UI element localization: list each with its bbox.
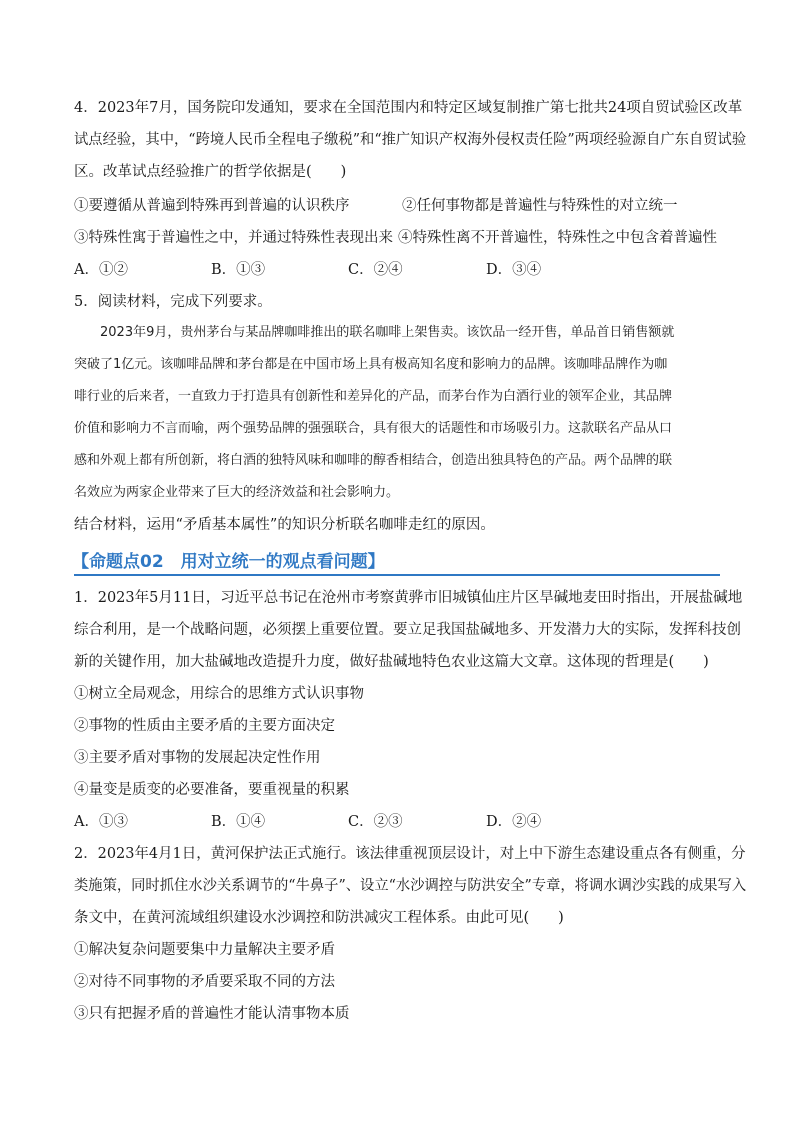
q4-stem-line-1: 4．2023年7月，国务院印发通知，要求在全国范围内和特定区域复制推广第七批共24项自贸试验区改革 (74, 100, 743, 116)
s1-option-c: C．②③ (348, 814, 403, 830)
s1-statement-2: ②事物的性质由主要矛盾的主要方面决定 (74, 718, 335, 734)
q4-statement-3: ③特殊性寓于普遍性之中，并通过特殊性表现出来 (74, 230, 393, 246)
s1-statement-1: ①树立全局观念，用综合的思维方式认识事物 (74, 686, 364, 702)
section-heading-underline (74, 574, 720, 576)
s1-stem-line-3: 新的关键作用，加大盐碱地改造提升力度，做好盐碱地特色农业这篇大文章。这体现的哲理是( ) (74, 654, 709, 670)
s1-statement-3: ③主要矛盾对事物的发展起决定性作用 (74, 750, 321, 766)
q5-question: 结合材料，运用“矛盾基本属性”的知识分析联名咖啡走红的原因。 (74, 517, 495, 533)
s1-stem-line-1: 1．2023年5月11日，习近平总书记在沧州市考察黄骅市旧城镇仙庄片区旱碱地麦田时指出，开展盐碱地 (74, 590, 743, 606)
s2-statement-2: ②对待不同事物的矛盾要采取不同的方法 (74, 974, 335, 990)
s1-option-a: A．①③ (74, 814, 128, 830)
s2-stem-line-3: 条文中，在黄河流域组织建设水沙调控和防洪减灾工程体系。由此可见( ) (74, 910, 564, 926)
q4-stem-line-3: 区。改革试点经验推广的哲学依据是( ) (74, 164, 347, 180)
s2-stem-line-2: 类施策，同时抓住水沙关系调节的“牛鼻子”、设立“水沙调控与防洪安全”专章，将调水调沙实践的成果写入 (74, 878, 747, 894)
q4-option-c: C．②④ (348, 262, 403, 278)
s1-stem-line-2: 综合利用，是一个战略问题，必须摆上重要位置。要立足我国盐碱地多、开发潜力大的实际，发挥科技创 (74, 622, 741, 638)
q4-statement-4: ④特殊性离不开普遍性，特殊性之中包含着普遍性 (398, 230, 717, 246)
q5-material-line-2: 突破了1亿元。该咖啡品牌和茅台都是在中国市场上具有极高知名度和影响力的品牌。该咖啡品牌作为咖 (74, 357, 668, 372)
q4-option-a: A．①② (74, 262, 128, 278)
s2-stem-line-1: 2．2023年4月1日，黄河保护法正式施行。该法律重视顶层设计，对上中下游生态建设重点各有侧重，分 (74, 846, 746, 862)
q5-material-line-1: 2023年9月，贵州茅台与某品牌咖啡推出的联名咖啡上架售卖。该饮品一经开售，单品首日销售额就 (74, 325, 675, 340)
q5-material-line-5: 感和外观上都有所创新，将白酒的独特风味和咖啡的醇香相结合，创造出独具特色的产品。两个品牌的联 (74, 453, 673, 468)
section-heading: 【命题点02 用对立统一的观点看问题】 (72, 552, 385, 572)
s2-statement-3: ③只有把握矛盾的普遍性才能认清事物本质 (74, 1006, 350, 1022)
s1-statement-4: ④量变是质变的必要准备，要重视量的积累 (74, 782, 350, 798)
s1-option-b: B．①④ (211, 814, 266, 830)
q5-material-line-4: 价值和影响力不言而喻，两个强势品牌的强强联合，具有很大的话题性和市场吸引力。这款联名产品从口 (74, 421, 673, 436)
q4-option-d: D．③④ (486, 262, 542, 278)
q4-statement-1: ①要遵循从普遍到特殊再到普遍的认识秩序 (74, 198, 350, 214)
s2-statement-1: ①解决复杂问题要集中力量解决主要矛盾 (74, 942, 335, 958)
q5-material-line-6: 名效应为两家企业带来了巨大的经济效益和社会影响力。 (74, 485, 400, 500)
s1-option-d: D．②④ (486, 814, 542, 830)
q4-stem-line-2: 试点经验，其中，“跨境人民币全程电子缴税”和“推广知识产权海外侵权责任险”两项经验源自广东自贸试验 (74, 132, 747, 148)
q5-material-line-3: 啡行业的后来者，一直致力于打造具有创新性和差异化的产品，而茅台作为白酒行业的领军企业，其品牌 (74, 389, 673, 404)
q4-statement-2: ②任何事物都是普遍性与特殊性的对立统一 (402, 198, 678, 214)
q5-stem: 5．阅读材料，完成下列要求。 (74, 294, 272, 310)
q4-option-b: B．①③ (211, 262, 266, 278)
